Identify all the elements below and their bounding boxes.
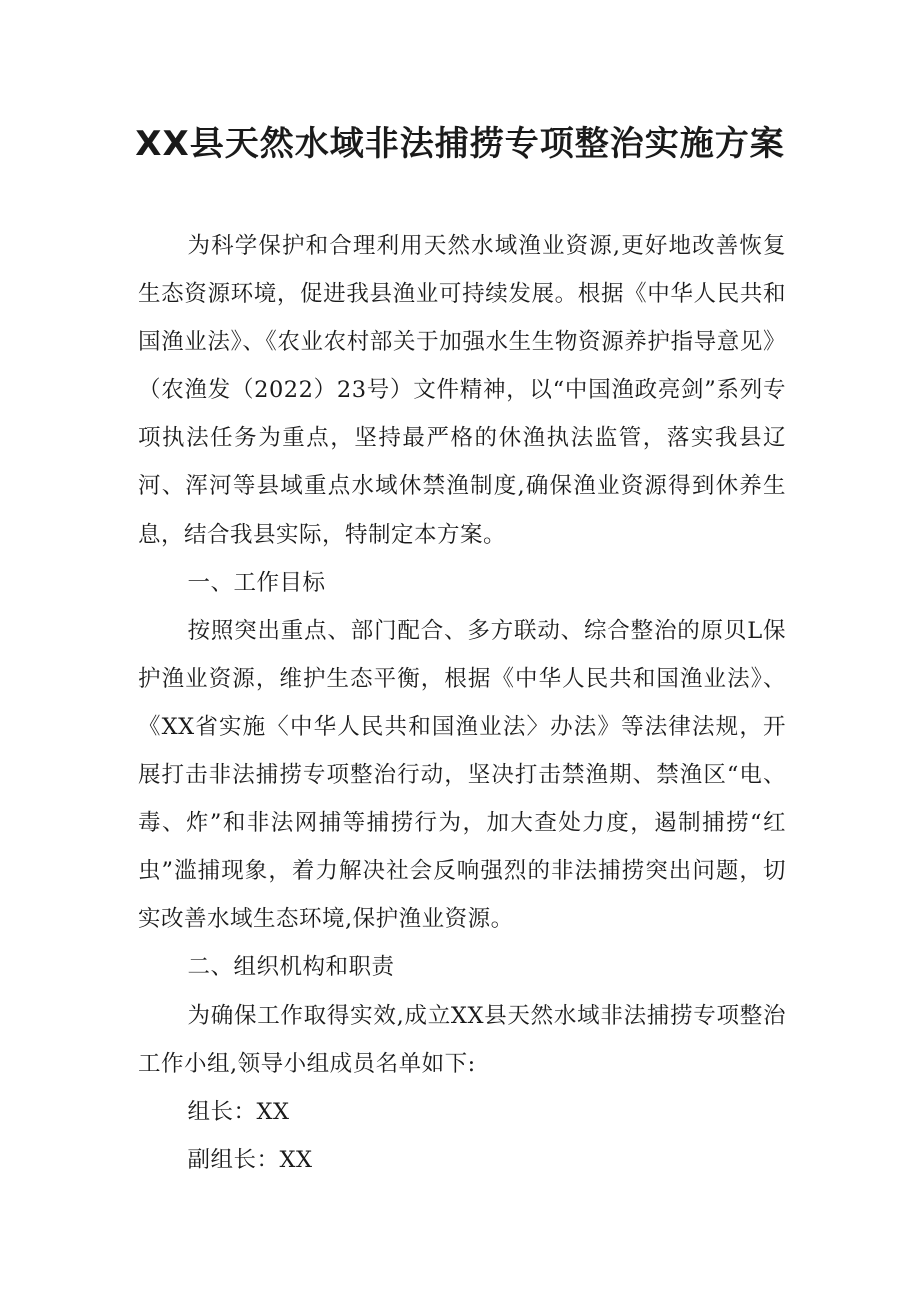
document-title: XX县天然水域非法捕捞专项整治实施方案 bbox=[135, 124, 785, 164]
deputy-leader-line: 副组长：XX bbox=[187, 1146, 313, 1173]
leader-line: 组长：XX bbox=[187, 1098, 290, 1125]
intro-paragraph: 为科学保护和合理利用天然水域渔业资源,更好地改善恢复生态资源环境，促进我县渔业可持续发展。根据《中华人民共和国渔业法》、《农业农村部关于加强水生生物资源养护指导意见》（农渔发（2022）23号）文件精神，以“中国渔政亮剑”系列专项执法任务为重点，坚持最严格的休渔执法监管，落实我县辽河、浑河等县域重点水域休禁渔制度,确保渔业资源得到休养生息，结合我县实际，特制定本方案。 bbox=[138, 233, 786, 548]
organization-paragraph: 为确保工作取得实效,成立XX县天然水域非法捕捞专项整治工作小组,领导小组成员名单如下: bbox=[138, 1002, 786, 1077]
section-heading-goals: 一、工作目标 bbox=[187, 569, 326, 596]
section-heading-organization: 二、组织机构和职责 bbox=[187, 954, 395, 981]
document-body bbox=[138, 222, 786, 1184]
goals-paragraph: 按照突出重点、部门配合、多方联动、综合整治的原贝L保护渔业资源，维护生态平衡，根据《中华人民共和国渔业法》、《XX省实施〈中华人民共和国渔业法〉办法》等法律法规，开展打击非法捕捞专项整治行动，坚决打击禁渔期、禁渔区“电、毒、炸”和非法网捕等捕捞行为，加大查处力度，遏制捕捞“红虫”滥捕现象，着力解决社会反响强烈的非法捕捞突出问题，切实改善水域生态环境,保护渔业资源。 bbox=[138, 617, 786, 933]
